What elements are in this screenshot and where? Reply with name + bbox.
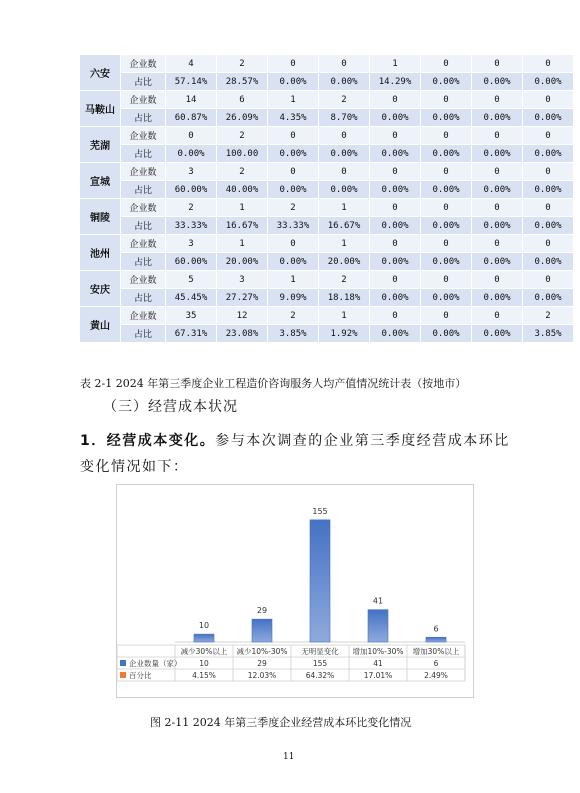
pct-cell: 0.00% — [472, 217, 523, 235]
pct-cell: 100.00 — [217, 145, 268, 163]
pct-cell: 0.00% — [523, 73, 574, 91]
data-label: 155 — [312, 506, 328, 516]
category-label: 减少30%以上 — [180, 647, 228, 656]
pct-cell: 0.00% — [472, 109, 523, 127]
count-cell: 0 — [472, 163, 523, 181]
pct-cell: 16.67% — [319, 217, 370, 235]
pct-cell: 0.00% — [523, 289, 574, 307]
count-cell: 0 — [472, 271, 523, 289]
pct-cell: 3.85% — [523, 325, 574, 343]
count-cell: 1 — [319, 199, 370, 217]
table-row — [80, 91, 574, 109]
count-cell: 0 — [523, 271, 574, 289]
pct-cell: 0.00% — [472, 253, 523, 271]
pct-cell: 9.09% — [268, 289, 319, 307]
count-cell: 0 — [523, 199, 574, 217]
legend-swatch — [120, 660, 126, 666]
pct-cell: 0.00% — [523, 217, 574, 235]
count-cell: 0 — [319, 163, 370, 181]
city-cell: 铜陵 — [80, 199, 121, 235]
count-cell: 2 — [217, 127, 268, 145]
count-cell: 0 — [472, 91, 523, 109]
count-cell: 1 — [217, 199, 268, 217]
pct-cell: 0.00% — [370, 217, 421, 235]
count-cell: 0 — [319, 55, 370, 73]
pct-cell: 0.00% — [472, 73, 523, 91]
bar — [194, 634, 214, 642]
count-cell: 1 — [217, 235, 268, 253]
table-row — [80, 271, 574, 289]
category-label: 减少10%-30% — [236, 647, 288, 656]
count-label: 企业数 — [121, 91, 166, 109]
count-cell: 0 — [523, 127, 574, 145]
pct-cell: 27.27% — [217, 289, 268, 307]
table-value: 41 — [373, 659, 383, 668]
table-value: 64.32% — [305, 671, 335, 680]
pct-cell: 40.00% — [217, 181, 268, 199]
city-cell: 六安 — [80, 55, 121, 91]
count-cell: 2 — [268, 199, 319, 217]
data-label: 10 — [198, 621, 210, 631]
pct-label: 占比 — [121, 253, 166, 271]
count-cell: 0 — [523, 235, 574, 253]
count-label: 企业数 — [121, 271, 166, 289]
pct-cell: 0.00% — [472, 181, 523, 199]
table-value: 10 — [199, 659, 209, 668]
table-row — [80, 163, 574, 181]
bar — [310, 520, 330, 642]
count-cell: 2 — [217, 163, 268, 181]
pct-cell: 20.00% — [319, 253, 370, 271]
pct-cell: 0.00% — [421, 181, 472, 199]
pct-cell: 0.00% — [370, 289, 421, 307]
section-heading: （三）经营成本状况 — [103, 399, 238, 415]
count-cell: 0 — [370, 163, 421, 181]
table-value: 12.03% — [247, 671, 277, 680]
count-cell: 0 — [472, 127, 523, 145]
pct-cell: 0.00% — [421, 253, 472, 271]
pct-cell: 28.57% — [217, 73, 268, 91]
count-label: 企业数 — [121, 55, 166, 73]
count-cell: 0 — [370, 235, 421, 253]
count-cell: 0 — [421, 55, 472, 73]
count-label: 企业数 — [121, 199, 166, 217]
category-label: 无明显变化 — [301, 647, 339, 656]
pct-cell: 14.29% — [370, 73, 421, 91]
city-stats-table — [79, 54, 574, 343]
count-cell: 1 — [370, 55, 421, 73]
pct-label: 占比 — [121, 181, 166, 199]
count-cell: 2 — [319, 271, 370, 289]
pct-cell: 67.31% — [166, 325, 217, 343]
pct-cell: 0.00% — [166, 145, 217, 163]
data-label: 41 — [372, 596, 384, 606]
pct-cell: 0.00% — [319, 73, 370, 91]
pct-cell: 0.00% — [421, 73, 472, 91]
pct-cell: 16.67% — [217, 217, 268, 235]
count-cell: 0 — [421, 91, 472, 109]
count-label: 企业数 — [121, 127, 166, 145]
count-cell: 0 — [268, 235, 319, 253]
count-cell: 3 — [217, 271, 268, 289]
pct-cell: 0.00% — [421, 217, 472, 235]
city-cell: 宣城 — [80, 163, 121, 199]
pct-cell: 33.33% — [166, 217, 217, 235]
city-cell: 芜湖 — [80, 127, 121, 163]
city-cell: 安庆 — [80, 271, 121, 307]
pct-cell: 3.85% — [268, 325, 319, 343]
table-row — [80, 73, 574, 91]
count-cell: 3 — [166, 235, 217, 253]
pct-cell: 45.45% — [166, 289, 217, 307]
pct-cell: 0.00% — [370, 181, 421, 199]
legend-swatch — [120, 672, 126, 678]
table-value: 29 — [257, 659, 267, 668]
bar — [426, 637, 446, 642]
pct-cell: 0.00% — [472, 289, 523, 307]
pct-cell: 0.00% — [370, 109, 421, 127]
figure-caption: 图 2-11 2024 年第三季度企业经营成本环比变化情况 — [150, 716, 412, 729]
chart-svg — [117, 485, 473, 697]
pct-cell: 4.35% — [268, 109, 319, 127]
count-label: 企业数 — [121, 307, 166, 325]
pct-cell: 0.00% — [523, 181, 574, 199]
row-label: 企业数量（家） — [129, 659, 182, 668]
count-cell: 2 — [217, 55, 268, 73]
count-cell: 1 — [268, 91, 319, 109]
table-row — [80, 289, 574, 307]
count-cell: 0 — [166, 127, 217, 145]
count-cell: 0 — [523, 163, 574, 181]
table-row — [80, 217, 574, 235]
table-row — [80, 325, 574, 343]
pct-label: 占比 — [121, 289, 166, 307]
count-label: 企业数 — [121, 235, 166, 253]
table-row — [80, 109, 574, 127]
pct-cell: 0.00% — [421, 289, 472, 307]
cost-change-chart — [116, 484, 474, 698]
paragraph-lead: 1．经营成本变化。 — [80, 433, 216, 449]
pct-cell: 0.00% — [472, 145, 523, 163]
count-cell: 0 — [370, 307, 421, 325]
pct-cell: 18.18% — [319, 289, 370, 307]
table-row — [80, 181, 574, 199]
count-cell: 0 — [472, 307, 523, 325]
pct-cell: 0.00% — [319, 145, 370, 163]
count-cell: 0 — [472, 199, 523, 217]
count-cell: 0 — [421, 199, 472, 217]
count-cell: 1 — [268, 271, 319, 289]
count-cell: 0 — [421, 271, 472, 289]
table-value: 2.49% — [424, 671, 448, 680]
pct-cell: 0.00% — [319, 181, 370, 199]
paragraph — [80, 428, 520, 480]
pct-cell: 0.00% — [370, 253, 421, 271]
page-number: 11 — [283, 752, 295, 762]
pct-cell: 0.00% — [370, 145, 421, 163]
count-cell: 2 — [268, 307, 319, 325]
table-row — [80, 145, 574, 163]
count-cell: 5 — [166, 271, 217, 289]
city-cell: 黄山 — [80, 307, 121, 343]
count-label: 企业数 — [121, 163, 166, 181]
count-cell: 2 — [523, 307, 574, 325]
table-row — [80, 253, 574, 271]
count-cell: 0 — [370, 271, 421, 289]
count-cell: 0 — [472, 55, 523, 73]
count-cell: 1 — [319, 235, 370, 253]
count-cell: 2 — [319, 91, 370, 109]
bar — [252, 619, 272, 642]
count-cell: 4 — [166, 55, 217, 73]
table-row — [80, 55, 574, 73]
pct-cell: 26.09% — [217, 109, 268, 127]
city-cell: 马鞍山 — [80, 91, 121, 127]
pct-cell: 0.00% — [268, 181, 319, 199]
count-cell: 0 — [370, 127, 421, 145]
data-label: 29 — [256, 606, 268, 616]
count-cell: 14 — [166, 91, 217, 109]
count-cell: 0 — [421, 127, 472, 145]
pct-cell: 8.70% — [319, 109, 370, 127]
count-cell: 0 — [523, 91, 574, 109]
count-cell: 0 — [421, 307, 472, 325]
pct-cell: 1.92% — [319, 325, 370, 343]
count-cell: 0 — [370, 199, 421, 217]
table-value: 4.15% — [192, 671, 216, 680]
count-cell: 6 — [217, 91, 268, 109]
data-label: 6 — [433, 624, 439, 634]
pct-cell: 60.00% — [166, 181, 217, 199]
count-cell: 3 — [166, 163, 217, 181]
pct-cell: 0.00% — [268, 145, 319, 163]
count-cell: 12 — [217, 307, 268, 325]
pct-cell: 0.00% — [268, 253, 319, 271]
count-cell: 0 — [268, 55, 319, 73]
count-cell: 0 — [523, 55, 574, 73]
table-value: 155 — [312, 659, 328, 668]
count-cell: 0 — [268, 127, 319, 145]
count-cell: 0 — [319, 127, 370, 145]
count-cell: 0 — [421, 163, 472, 181]
pct-cell: 0.00% — [472, 325, 523, 343]
table-value: 17.01% — [363, 671, 393, 680]
pct-label: 占比 — [121, 217, 166, 235]
pct-cell: 33.33% — [268, 217, 319, 235]
row-label: 百分比 — [129, 671, 152, 680]
table-row — [80, 199, 574, 217]
count-cell: 1 — [319, 307, 370, 325]
category-label: 增加30%以上 — [412, 647, 460, 656]
pct-cell: 60.00% — [166, 253, 217, 271]
pct-label: 占比 — [121, 145, 166, 163]
pct-label: 占比 — [121, 73, 166, 91]
count-cell: 2 — [166, 199, 217, 217]
pct-label: 占比 — [121, 109, 166, 127]
pct-cell: 20.00% — [217, 253, 268, 271]
table-caption: 表 2-1 2024 年第三季度企业工程造价咨询服务人均产值情况统计表（按地市） — [80, 377, 467, 390]
pct-cell: 0.00% — [523, 253, 574, 271]
pct-cell: 0.00% — [421, 145, 472, 163]
pct-cell: 0.00% — [370, 325, 421, 343]
pct-cell: 0.00% — [523, 145, 574, 163]
count-cell: 0 — [472, 235, 523, 253]
category-label: 增加10%-30% — [352, 647, 404, 656]
paragraph-text: 参与本次调查的企业第三季度经营成本环比变化情况如下： — [80, 433, 510, 475]
pct-cell: 60.87% — [166, 109, 217, 127]
pct-cell: 23.08% — [217, 325, 268, 343]
table-row — [80, 307, 574, 325]
pct-cell: 0.00% — [421, 109, 472, 127]
table-row — [80, 127, 574, 145]
count-cell: 0 — [268, 163, 319, 181]
count-cell: 0 — [421, 235, 472, 253]
table-value: 6 — [433, 659, 439, 668]
pct-label: 占比 — [121, 325, 166, 343]
pct-cell: 0.00% — [421, 325, 472, 343]
pct-cell: 57.14% — [166, 73, 217, 91]
city-cell: 池州 — [80, 235, 121, 271]
count-cell: 0 — [370, 91, 421, 109]
count-cell: 35 — [166, 307, 217, 325]
table-row — [80, 235, 574, 253]
bar — [368, 610, 388, 642]
pct-cell: 0.00% — [523, 109, 574, 127]
pct-cell: 0.00% — [268, 73, 319, 91]
